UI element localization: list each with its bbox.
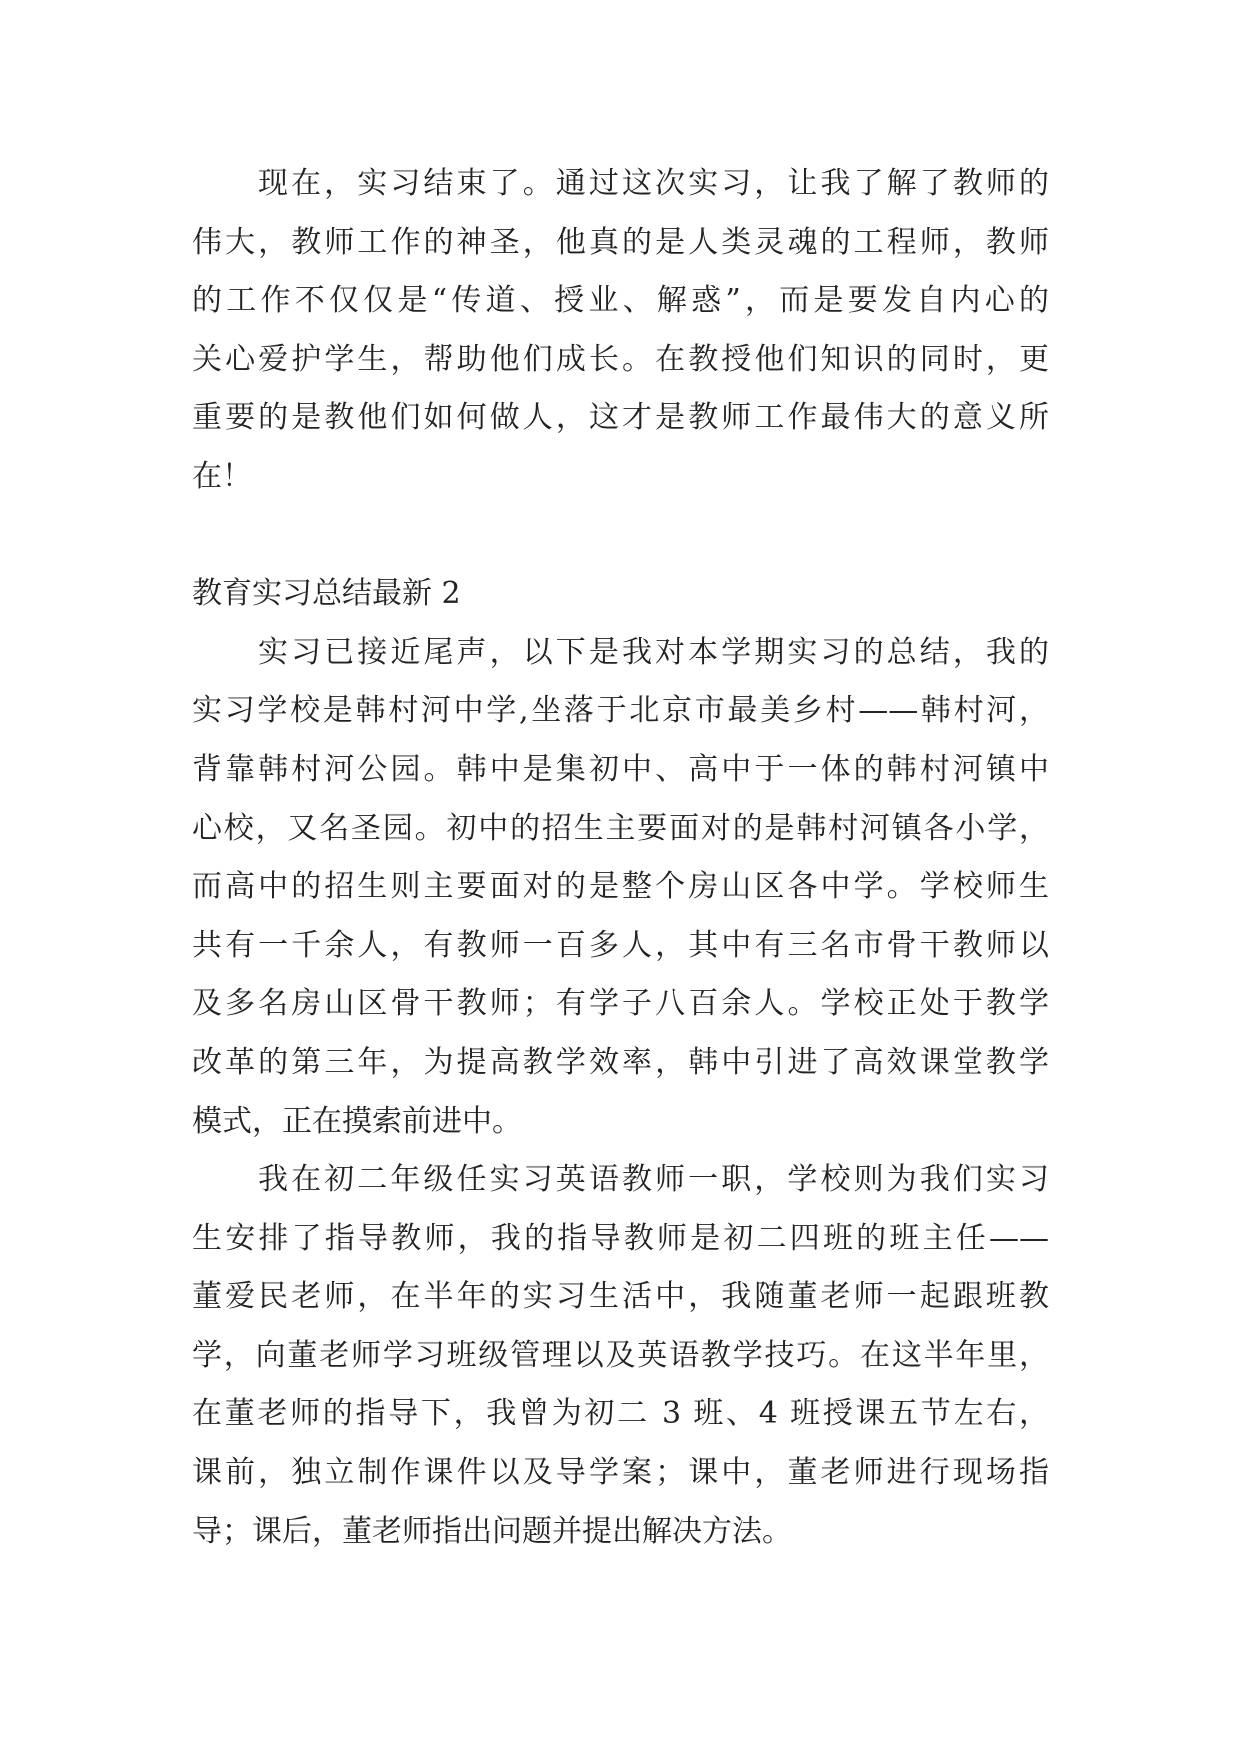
paragraph-line: 心校，又名圣园。初中的招生主要面对的是韩村河镇各小学， [192, 810, 1049, 846]
paragraph-line: 在董老师的指导下，我曾为初二 3 班、4 班授课五节左右， [192, 1396, 1049, 1432]
document-body [192, 155, 1049, 1561]
paragraph-line: 共有一千余人，有教师一百多人，其中有三名市骨干教师以 [192, 927, 1049, 963]
paragraph-line: 而高中的招生则主要面对的是整个房山区各中学。学校师生 [192, 869, 1049, 905]
paragraph-line: 课前，独立制作课件以及导学案；课中，董老师进行现场指 [192, 1455, 1049, 1491]
paragraph-line: 生安排了指导教师，我的指导教师是初二四班的班主任—— [192, 1220, 1049, 1256]
paragraph-line: 关心爱护学生，帮助他们成长。在教授他们知识的同时，更 [192, 341, 1049, 377]
paragraph-line: 及多名房山区骨干教师；有学子八百余人。学校正处于教学 [192, 986, 1049, 1022]
paragraph-line: 实习已接近尾声，以下是我对本学期实习的总结，我的 [258, 634, 1049, 670]
paragraph-line: 伟大，教师工作的神圣，他真的是人类灵魂的工程师，教师 [192, 224, 1049, 260]
paragraph-line: 改革的第三年，为提高教学效率，韩中引进了高效课堂教学 [192, 1044, 1049, 1080]
paragraph-2 [192, 624, 1049, 1151]
paragraph-line: 模式，正在摸索前进中。 [192, 1103, 522, 1139]
paragraph-line: 董爱民老师，在半年的实习生活中，我随董老师一起跟班教 [192, 1279, 1049, 1315]
paragraph-3 [192, 1151, 1049, 1561]
blank-line [192, 507, 1049, 566]
paragraph-line: 重要的是教他们如何做人，这才是教师工作最伟大的意义所 [192, 400, 1049, 436]
paragraph-line: 在！ [192, 458, 252, 494]
paragraph-line: 我在初二年级任实习英语教师一职，学校则为我们实习 [258, 1162, 1049, 1198]
paragraph-line: 学，向董老师学习班级管理以及英语教学技巧。在这半年里， [192, 1337, 1049, 1373]
paragraph-1 [192, 155, 1049, 507]
paragraph-line: 导；课后，董老师指出问题并提出解决方法。 [192, 1513, 792, 1549]
paragraph-line: 实习学校是韩村河中学,坐落于北京市最美乡村——韩村河， [192, 693, 1049, 729]
section-heading: 教育实习总结最新 2 [192, 576, 461, 612]
paragraph-line: 的工作不仅仅是“传道、授业、解惑”，而是要发自内心的 [192, 283, 1049, 319]
paragraph-line: 现在，实习结束了。通过这次实习，让我了解了教师的 [258, 166, 1049, 201]
paragraph-line: 背靠韩村河公园。韩中是集初中、高中于一体的韩村河镇中 [192, 751, 1049, 787]
